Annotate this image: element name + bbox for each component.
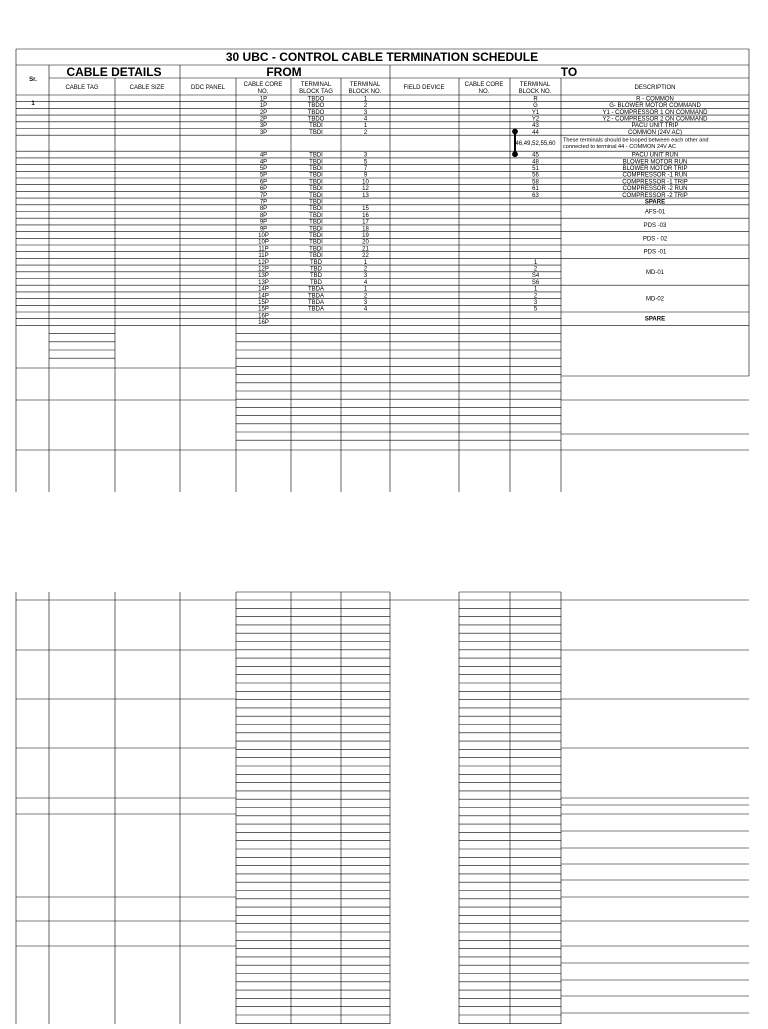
- from-terminal-block-tag: TBD: [310, 273, 322, 280]
- from-terminal-block-no: 15: [362, 206, 369, 213]
- to-terminal-block-no: 44: [532, 129, 539, 136]
- from-cable-core: 5P: [259, 172, 268, 179]
- from-terminal-block-no: 1: [363, 286, 368, 293]
- to-terminal-block-no: 56: [532, 172, 539, 179]
- to-terminal-block-no: 51: [532, 165, 539, 172]
- from-terminal-block-tag: TBDI: [309, 129, 323, 136]
- from-terminal-block-tag: TBDI: [309, 206, 323, 213]
- from-terminal-block-no: 4: [363, 116, 368, 123]
- from-cable-core: 10P: [258, 232, 269, 239]
- from-terminal-block-tag: TBDO: [307, 116, 325, 123]
- from-terminal-block-no: 22: [362, 253, 369, 260]
- from-terminal-block-tag: TBDI: [309, 199, 323, 206]
- from-cable-core: 1P: [259, 103, 268, 110]
- description-text: PDS -03: [643, 222, 667, 229]
- from-cable-core: 14P: [258, 286, 269, 293]
- from-terminal-block-no: 2: [363, 266, 368, 273]
- from-cable-core: 13P: [258, 279, 269, 286]
- description-text: SPARE: [644, 199, 666, 206]
- from-terminal-block-tag: TBD: [310, 279, 322, 286]
- to-terminal-block-no: Y2: [531, 116, 540, 123]
- description-text: G- BLOWER MOTOR COMMAND: [609, 103, 701, 110]
- from-cable-core: 4P: [259, 159, 268, 166]
- from-terminal-block-tag: TBD: [310, 259, 322, 266]
- from-terminal-block-no: 18: [362, 226, 369, 233]
- from-terminal-block-no: 5: [363, 159, 368, 166]
- from-terminal-block-tag: TBDO: [307, 109, 325, 116]
- from-terminal-block-no: 3: [363, 273, 368, 280]
- from-terminal-block-tag: TBDI: [309, 219, 323, 226]
- from-terminal-block-no: 2: [363, 103, 368, 110]
- to-terminal-block-no: S6: [531, 279, 540, 286]
- from-terminal-block-tag: TBDI: [309, 246, 323, 253]
- from-terminal-block-tag: TBDI: [309, 172, 323, 179]
- from-terminal-block-no: 7: [363, 165, 368, 172]
- from-terminal-block-no: 1: [363, 259, 368, 266]
- from-terminal-block-tag: TBDA: [307, 306, 325, 313]
- description-note-2: connected to terminal 44 - COMMON 24V AC: [563, 144, 676, 151]
- from-cable-core: 8P: [259, 206, 268, 213]
- from-cable-core: 12P: [258, 266, 269, 273]
- from-terminal-block-tag: TBDI: [309, 232, 323, 239]
- to-terminal-block-no: 45: [532, 152, 539, 159]
- from-cable-core: 15P: [258, 306, 269, 313]
- from-terminal-block-tag: TBDA: [307, 299, 325, 306]
- to-terminal-block-no: S4: [531, 273, 540, 280]
- from-terminal-block-no: 9: [363, 172, 368, 179]
- description-text: MD-02: [645, 296, 665, 303]
- from-terminal-block-no: 4: [363, 306, 368, 313]
- from-terminal-block-tag: TBDI: [309, 152, 323, 159]
- section-from: FROM: [266, 65, 302, 79]
- from-terminal-block-no: 10: [362, 179, 369, 186]
- description-text: PDS -01: [643, 249, 667, 256]
- header-cable-tag: CABLE TAG: [65, 85, 99, 91]
- from-cable-core: 8P: [259, 212, 268, 219]
- from-cable-core: 5P: [259, 165, 268, 172]
- from-cable-core: 10P: [258, 239, 269, 246]
- from-terminal-block-tag: TBDI: [309, 239, 323, 246]
- to-terminal-block-no: 58: [532, 179, 539, 186]
- to-terminal-block-no: 5: [533, 306, 538, 313]
- to-terminal-block-no: 2: [533, 266, 538, 273]
- from-terminal-block-tag: TBDI: [309, 123, 323, 130]
- header-description: DESCRIPTION: [634, 85, 676, 91]
- header-to-tb-no: TERMINAL: [519, 82, 551, 88]
- from-cable-core: 9P: [259, 226, 268, 233]
- from-cable-core: 16P: [258, 320, 269, 327]
- from-terminal-block-tag: TBDI: [309, 159, 323, 166]
- to-terminal-block-no: 1: [533, 286, 538, 293]
- description-text: BLOWER MOTOR RUN: [622, 159, 688, 166]
- from-terminal-block-tag: TBDO: [307, 96, 325, 103]
- from-cable-core: 13P: [258, 273, 269, 280]
- description-text: COMPRESSOR -2 RUN: [622, 186, 688, 193]
- from-terminal-block-no: 4: [363, 279, 368, 286]
- description-text: R - COMMON: [636, 96, 674, 103]
- from-cable-core: 7P: [259, 192, 268, 199]
- from-terminal-block-tag: TBDI: [309, 212, 323, 219]
- from-terminal-block-no: 2: [363, 129, 368, 136]
- from-cable-core: 9P: [259, 219, 268, 226]
- description-text: COMPRESSOR -1 TRIP: [622, 179, 688, 186]
- from-terminal-block-tag: TBDI: [309, 165, 323, 172]
- header-from-tb-no: TERMINAL: [349, 82, 381, 88]
- header-to-core-2: NO.: [478, 89, 490, 95]
- loop-node-dot: [512, 152, 517, 157]
- description-text: PACU UNIT RUN: [631, 152, 679, 159]
- loop-node-dot: [512, 129, 517, 134]
- to-terminal-block-no: R: [533, 96, 538, 103]
- to-terminal-block-no: 48: [532, 159, 539, 166]
- to-terminal-block-no: 63: [532, 192, 539, 199]
- description-text: Y1 - COMPRESSOR 1 ON COMMAND: [602, 109, 708, 116]
- from-terminal-block-no: 20: [362, 239, 369, 246]
- header-from-tb-tag: TERMINAL: [300, 82, 332, 88]
- description-text: SPARE: [644, 316, 666, 323]
- header-field-device: FIELD DEVICE: [403, 85, 445, 91]
- header-cable-size: CABLE SIZE: [129, 85, 165, 91]
- to-terminal-block-no: 1: [533, 259, 538, 266]
- from-terminal-block-no: 19: [362, 232, 369, 239]
- from-terminal-block-no: 12: [362, 186, 369, 193]
- from-cable-core: 6P: [259, 186, 268, 193]
- description-text: COMMON (24V AC): [627, 129, 683, 136]
- schedule-title: 30 UBC - CONTROL CABLE TERMINATION SCHEDULE: [225, 50, 539, 64]
- from-terminal-block-tag: TBDI: [309, 253, 323, 260]
- from-terminal-block-no: 1: [363, 96, 368, 103]
- from-cable-core: 2P: [259, 109, 268, 116]
- from-cable-core: 3P: [259, 123, 268, 130]
- from-cable-core: 2P: [259, 116, 268, 123]
- from-cable-core: 3P: [259, 129, 268, 136]
- from-cable-core: 11P: [258, 253, 269, 260]
- section-cable-details: CABLE DETAILS: [66, 65, 162, 79]
- from-cable-core: 12P: [258, 259, 269, 266]
- to-terminal-block-no: 61: [532, 186, 539, 193]
- from-terminal-block-tag: TBD: [310, 266, 322, 273]
- to-terminal-block-no: 43: [532, 123, 539, 130]
- to-terminal-block-no: 3: [533, 299, 538, 306]
- from-cable-core: 1P: [259, 96, 268, 103]
- from-cable-core: 14P: [258, 293, 269, 300]
- description-text: BLOWER MOTOR TRIP: [622, 165, 688, 172]
- header-to-core: CABLE CORE: [464, 82, 504, 88]
- from-terminal-block-no: 13: [362, 192, 369, 199]
- header-from-tb-tag-2: BLOCK TAG: [299, 89, 333, 95]
- header-from-core-2: NO.: [257, 89, 269, 95]
- description-text: Y2 - COMPRESSOR 2 ON COMMAND: [602, 116, 708, 123]
- description-text: COMPRESSOR -2 TRIP: [622, 192, 688, 199]
- to-terminal-block-no: Y1: [531, 109, 540, 116]
- description-text: PDS - 02: [642, 236, 668, 243]
- from-terminal-block-no: 3: [363, 299, 368, 306]
- header-ddc-panel: DDC PANEL: [191, 85, 225, 91]
- from-cable-core: 4P: [259, 152, 268, 159]
- from-cable-core: 6P: [259, 179, 268, 186]
- description-text: COMPRESSOR -1 RUN: [622, 172, 688, 179]
- from-terminal-block-tag: TBDO: [307, 103, 325, 110]
- from-terminal-block-no: 2: [363, 293, 368, 300]
- from-terminal-block-no: 3: [363, 109, 368, 116]
- from-cable-core: 11P: [258, 246, 269, 253]
- description-text: MD-01: [645, 269, 665, 276]
- header-from-tb-no-2: BLOCK NO.: [348, 89, 382, 95]
- description-text: PACU UNIT TRIP: [631, 123, 679, 130]
- to-terminal-block-no: 2: [533, 293, 538, 300]
- from-terminal-block-no: 3: [363, 152, 368, 159]
- description-text: AFS-01: [644, 209, 666, 216]
- sr-number: 1: [31, 101, 35, 107]
- from-cable-core: 7P: [259, 199, 268, 206]
- from-terminal-block-no: 21: [362, 246, 369, 253]
- from-terminal-block-no: 17: [362, 219, 369, 226]
- from-cable-core: 15P: [258, 299, 269, 306]
- header-to-tb-no-2: BLOCK NO.: [518, 89, 552, 95]
- from-terminal-block-tag: TBDI: [309, 179, 323, 186]
- from-terminal-block-tag: TBDI: [309, 226, 323, 233]
- from-terminal-block-tag: TBDI: [309, 192, 323, 199]
- from-terminal-block-no: 16: [362, 212, 369, 219]
- header-from-core: CABLE CORE: [243, 82, 283, 88]
- to-terminal-block-no: G: [533, 103, 538, 110]
- to-terminal-block-no: 46,49,52,55,60: [515, 141, 556, 148]
- from-terminal-block-no: 1: [363, 123, 368, 130]
- description-note: These terminals should be looped between each other and: [563, 137, 709, 144]
- section-to: TO: [560, 65, 578, 79]
- header-sr: Sr.: [29, 77, 37, 83]
- from-terminal-block-tag: TBDA: [307, 293, 325, 300]
- from-terminal-block-tag: TBDA: [307, 286, 325, 293]
- from-terminal-block-tag: TBDI: [309, 186, 323, 193]
- from-cable-core: 16P: [258, 313, 269, 320]
